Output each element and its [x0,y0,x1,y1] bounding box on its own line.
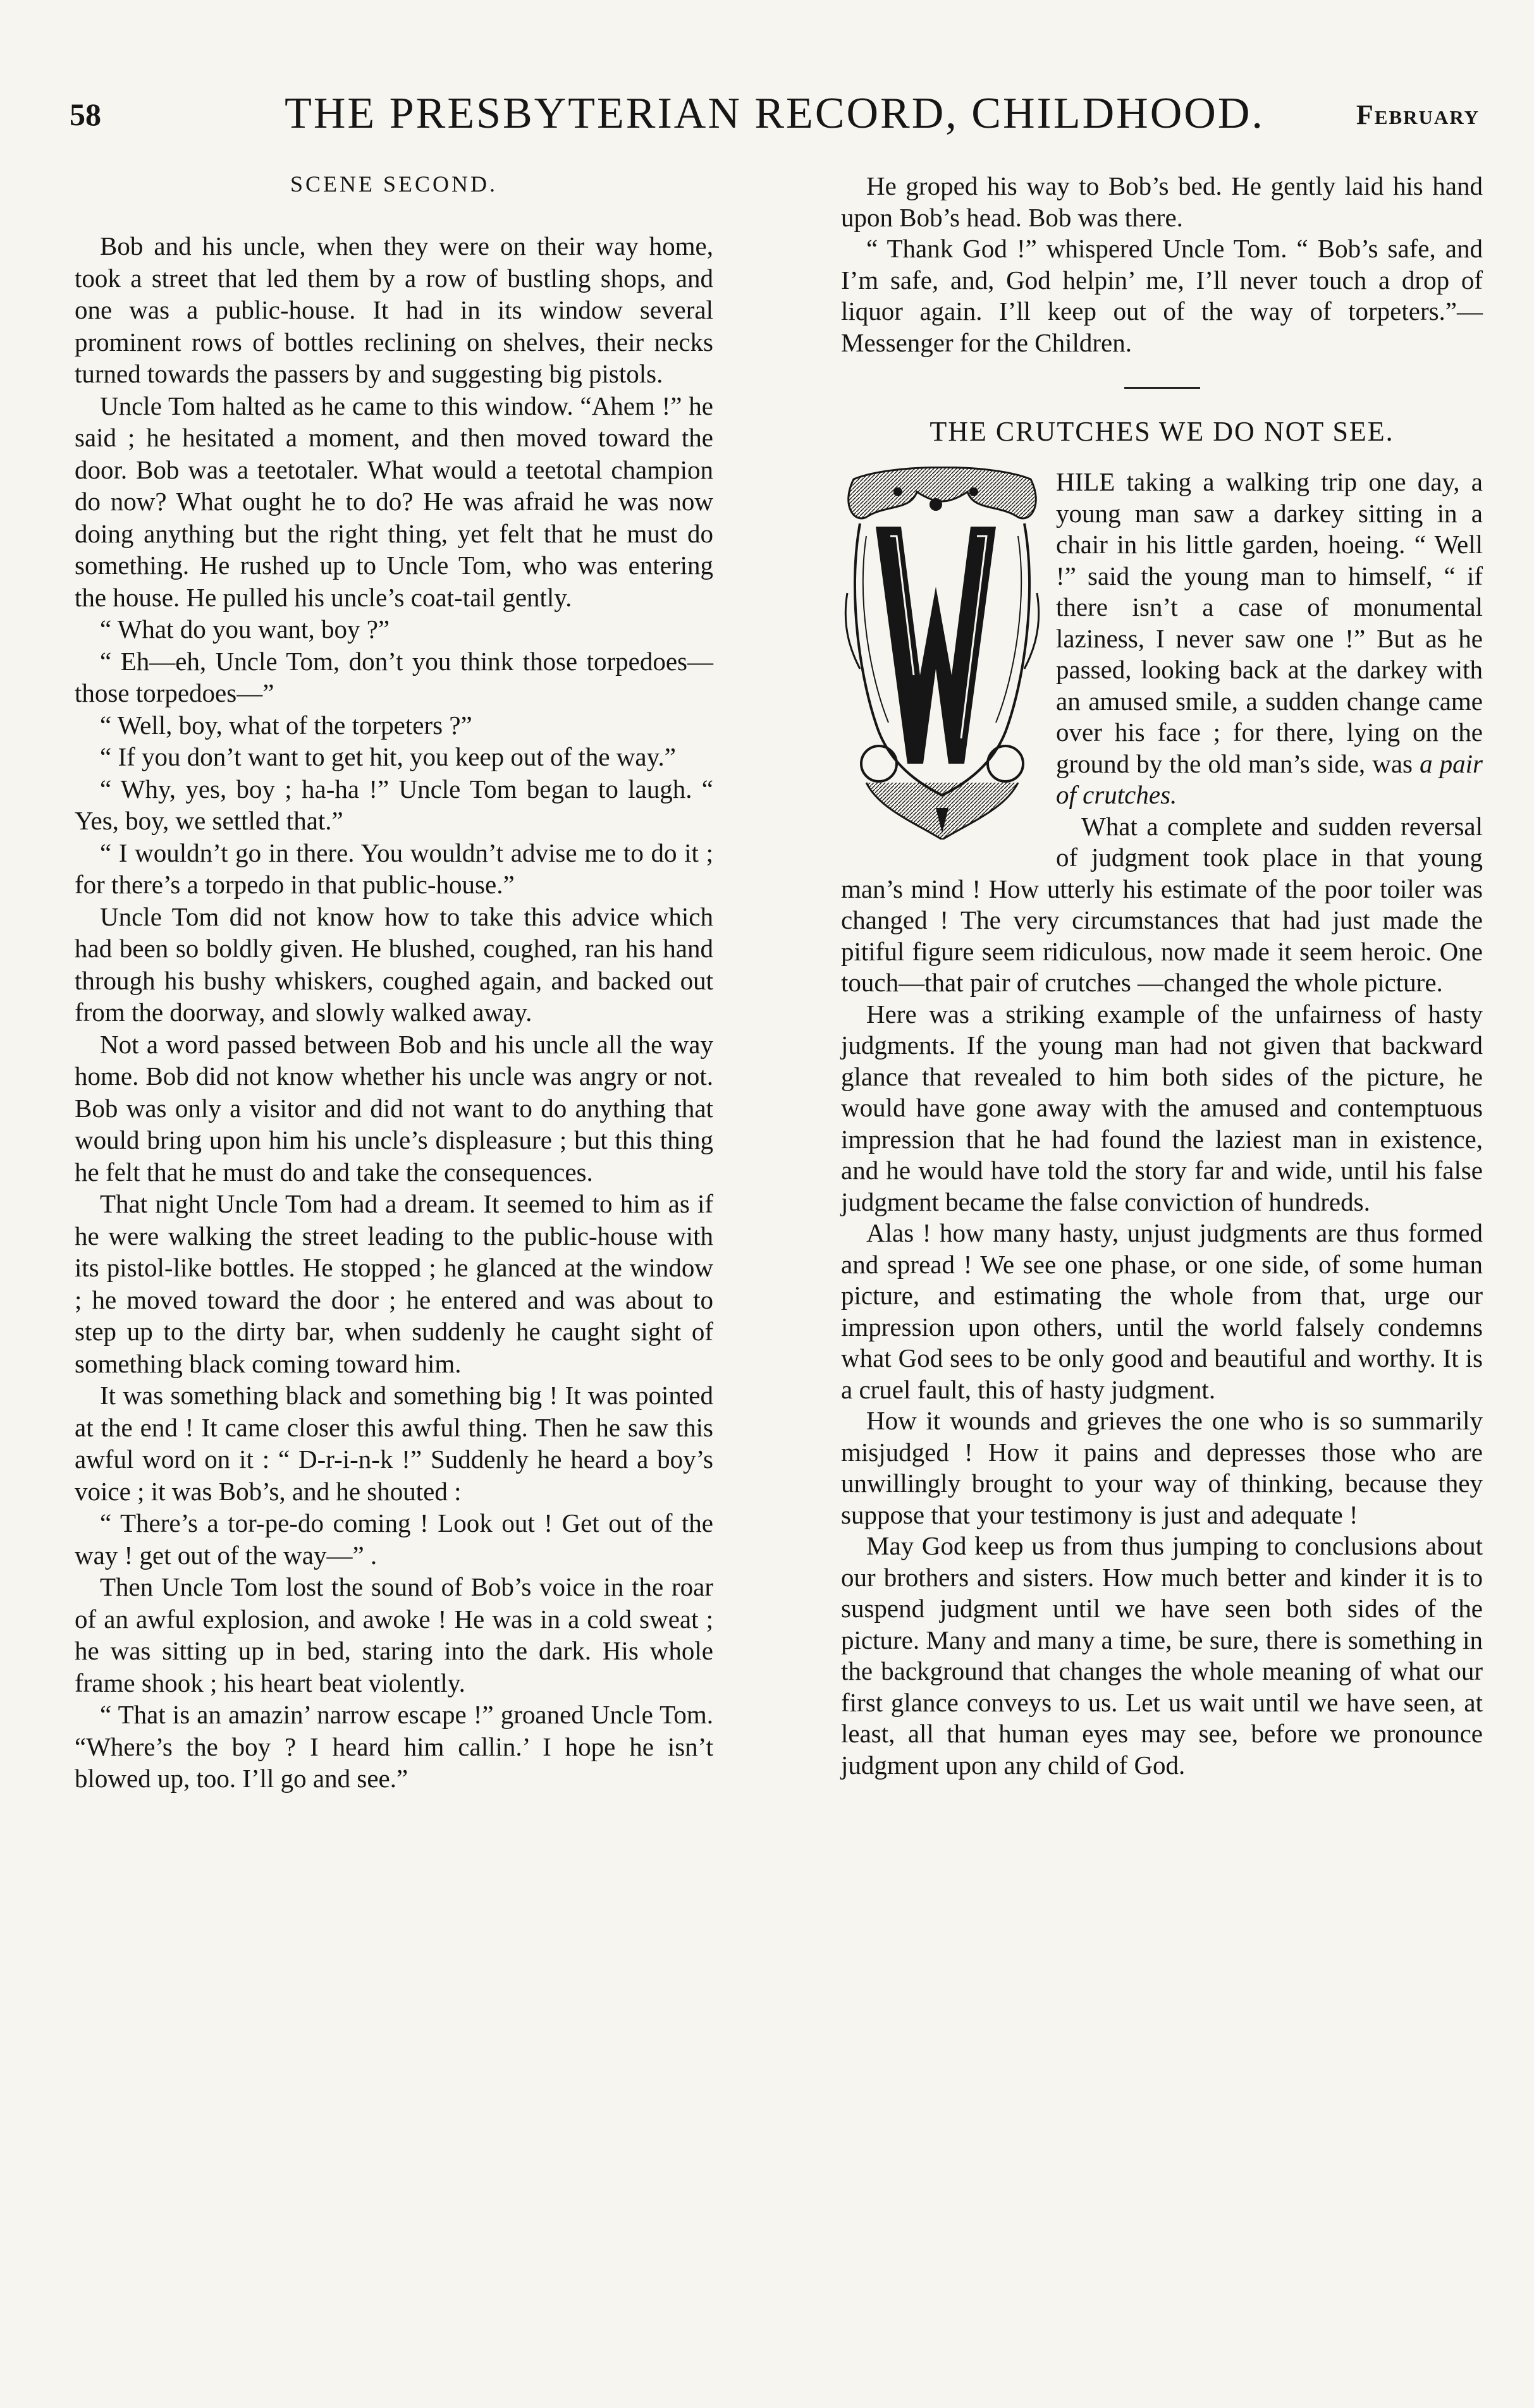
running-header [70,89,1480,145]
paragraph: May God keep us from thus jumping to conclusions about our brothers and sisters. How much better and kinder it is to suspend judgment until we have seen both sides of the picture. Many and many a time, be sure, there is something in the background that changes the whole meaning of what our first glance conveys to us. Let us wait until we have seen, at least, all that human eyes may see, before we pronounce judgment upon any child of God. [841,1531,1483,1780]
article-title: THE CRUTCHES WE DO NOT SEE. [930,416,1394,447]
right-column [841,171,1483,1781]
paragraph: Then Uncle Tom lost the sound of Bob’s voice in the roar of an awful explosion, and awoke ! He was in a cold sweat ; he was sitting up in bed, staring into the dark. His whole frame shook ; his heart beat violently. [75,1572,713,1697]
journal-title: THE PRESBYTERIAN RECORD, CHILDHOOD. [285,89,1265,138]
page-number: 58 [70,97,101,132]
paragraph: Not a word passed between Bob and his uncle all the way home. Bob did not know whether his uncle was angry or not. Bob was only a visitor and did not want to do anything that would bring upon him his uncle’s displeasure ; but this thing he felt that he must do and take the consequences. [75,1029,713,1187]
paragraph-text: HILE taking a walking trip one day, a young man saw a darkey sitting in a chair in his little garden, hoeing. “ Well !” said the young man to himself, “ if there isn’t a case of monumental laziness, I never saw one !” But as he passed, looking back at the darkey with an amused smile, a sudden change came over his face ; for there, lying on the ground by the old man’s side, was [1056,467,1483,778]
left-column [75,171,713,1795]
emphasized-text: a pair of crutches. [1056,749,1483,809]
ornamental-dropcap-w [841,467,1043,840]
paragraph: “ There’s a tor-pe-do coming ! Look out ! Get out of the way ! get out of the way—” . [75,1508,713,1570]
paragraph: “ Eh—eh, Uncle Tom, don’t you think those torpedoes—those torpedoes—” [75,646,713,707]
paragraph: “ If you don’t want to get hit, you keep out of the way.” [100,742,676,771]
paragraph: How it wounds and grieves the one who is so summarily misjudged ! How it pains and depresses those who are unwillingly brought to your way of thinking, because they suppose that your testimony is just and adequate ! [841,1406,1483,1529]
paragraph: Here was a striking example of the unfairness of hasty judgments. If the young man had not given that backward glance that revealed to him both sides of the picture, he would have gone away with the amused and contemptuous impression that he had found the laziest man in existence, and he would have told the story far and wide, until his false judgment became the false conviction of hundreds. [841,999,1483,1216]
paragraph: “ Why, yes, boy ; ha-ha !” Uncle Tom began to laugh. “ Yes, boy, we settled that.” [75,774,713,835]
paragraph: He groped his way to Bob’s bed. He gently laid his hand upon Bob’s head. Bob was there. [841,171,1483,232]
paragraph: “ That is an amazin’ narrow escape !” groaned Uncle Tom. “Where’s the boy ? I heard him callin.’ I hope he isn’t blowed up, too. I’ll go and see.” [75,1700,713,1793]
paragraph: It was something black and something big ! It was pointed at the end ! It came closer this awful thing. Then he saw this awful word on it : “ D-r-i-n-k !” Suddenly he heard a boy’s voice ; it was Bob’s, and he shouted : [75,1381,713,1506]
paragraph: “ Well, boy, what of the torpeters ?” [100,710,472,740]
issue-month: February [1356,99,1480,130]
paragraph: “ What do you want, boy ?” [100,614,390,644]
paragraph: “ I wouldn’t go in there. You wouldn’t advise me to do it ; for there’s a torpedo in that public-house.” [75,838,713,899]
paragraph: “ Thank God !” whispered Uncle Tom. “ Bob’s safe, and I’m safe, and, God helpin’ me, I’ll never touch a drop of liquor again. I’ll keep out of the way of torpeters.”—Messenger for the Children. [841,234,1483,357]
scene-heading: SCENE SECOND. [290,171,498,197]
paragraph: Uncle Tom halted as he came to this window. “Ahem !” he said ; he hesitated a moment, and then moved toward the door. Bob was a teetotaler. What would a teetotal champion do now? What ought he to do? He was afraid he was now doing anything but the right thing, yet felt that he must do something. He rushed up to Uncle Tom, who was entering the house. He pulled his uncle’s coat-tail gently. [75,391,713,612]
paragraph: Bob and his uncle, when they were on their way home, took a street that led them by a row of bustling shops, and one was a public-house. It had in its window several prominent rows of bottles reclining on shelves, their necks turned towards the passers by and suggesting big pistols. [75,231,713,388]
section-divider [1124,387,1200,389]
paragraph: What a complete and sudden reversal of judgment took place in that young man’s mind ! How utterly his estimate of the poor toiler was changed ! The very circumstances that had just made the pitiful figure seem ridiculous, now made it seem heroic. One touch—that pair of crutches —changed the whole picture. [841,811,1483,997]
paragraph: That night Uncle Tom had a dream. It seemed to him as if he were walking the street leading to the public-house with its pistol-like bottles. He stopped ; he glanced at the window ; he moved toward the door ; he entered and was about to step up to the dirty bar, when suddenly he caught sight of something black coming toward him. [75,1189,713,1378]
paragraph: Uncle Tom did not know how to take this advice which had been so boldly given. He blushed, coughed, ran his hand through his bushy whiskers, coughed again, and backed out from the doorway, and slowly walked away. [75,901,713,1027]
paragraph: Alas ! how many hasty, unjust judgments are thus formed and spread ! We see one phase, or one side, of some human picture, and estimating the whole from that, urge our impression upon others, until the world falsely condemns what God sees to be only good and beautiful and worthy. It is a cruel fault, this of hasty judgment. [841,1218,1483,1404]
